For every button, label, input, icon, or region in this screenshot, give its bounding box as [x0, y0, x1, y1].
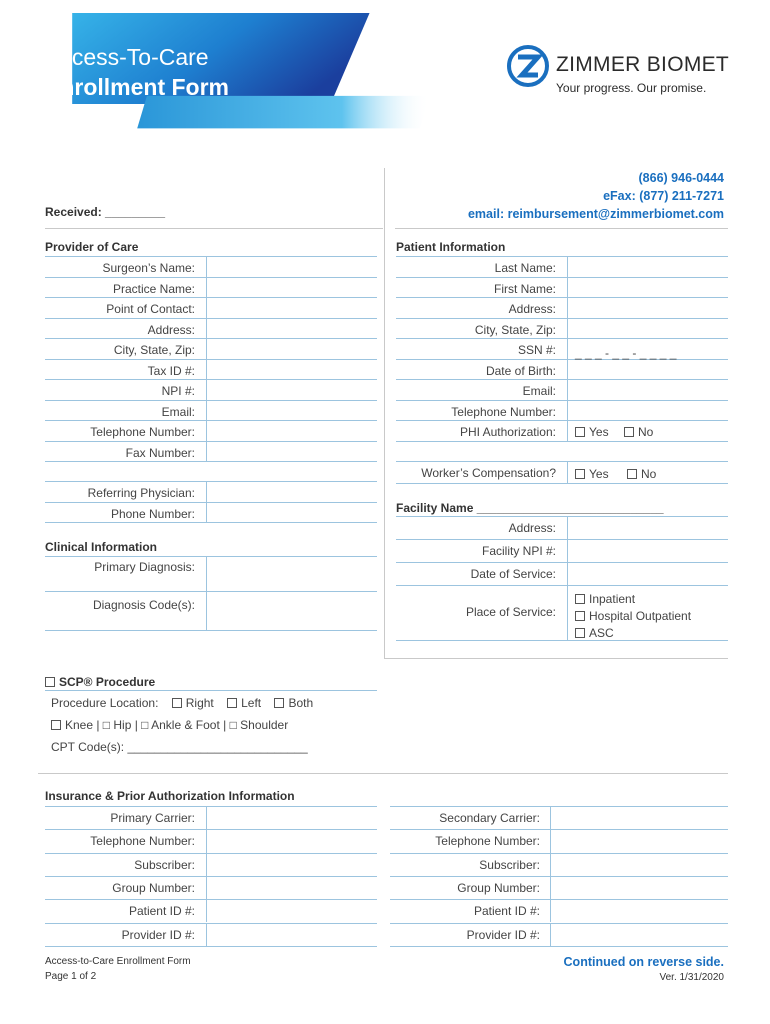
ssn-format: _ _ _ - _ _ - _ _ _ _: [575, 346, 677, 360]
secondary-insurance-input[interactable]: [551, 924, 728, 945]
footer-page: Page 1 of 2: [45, 971, 97, 982]
right-checkbox[interactable]: Right: [172, 696, 214, 710]
primary-insurance-label: Subscriber:: [134, 857, 195, 872]
divider: [395, 228, 728, 229]
primary-insurance-input[interactable]: [207, 900, 377, 921]
primary-insurance-label: Patient ID #:: [128, 904, 195, 919]
primary-insurance-label: Primary Carrier:: [110, 811, 195, 825]
facility-field-input[interactable]: [568, 563, 728, 584]
patient-field-label: First Name:: [493, 281, 556, 296]
hospital-outpatient-checkbox[interactable]: Hospital Outpatient: [575, 608, 691, 625]
rule: [45, 690, 377, 691]
patient-field-label: Date of Birth:: [485, 363, 556, 378]
patient-field-input[interactable]: [568, 360, 728, 379]
rule: [396, 441, 728, 442]
phi-no-checkbox[interactable]: No: [624, 425, 653, 439]
rule: [45, 461, 377, 462]
primary-insurance-label: Telephone Number:: [90, 834, 195, 849]
primary-diagnosis-input[interactable]: [207, 558, 377, 590]
zimmer-biomet-logo-icon: [507, 45, 549, 87]
form-title-line1: Access-To-Care: [45, 44, 209, 70]
divider: [384, 658, 728, 659]
referring-field-label: Referring Physician:: [87, 486, 195, 500]
rule: [396, 483, 728, 484]
contact-phone: (866) 946-0444: [638, 171, 724, 185]
patient-field-input[interactable]: [568, 257, 728, 276]
workers-comp-label: Worker’s Compensation?: [421, 466, 556, 480]
field-divider: [567, 585, 568, 640]
column-divider: [384, 168, 385, 658]
facility-field-label: Place of Service:: [465, 604, 556, 619]
rule: [45, 556, 377, 557]
secondary-insurance-input[interactable]: [551, 877, 728, 898]
secondary-insurance-label: Subscriber:: [479, 857, 540, 872]
secondary-insurance-input[interactable]: [551, 854, 728, 875]
facility-field-input[interactable]: [568, 517, 728, 538]
primary-insurance-label: Group Number:: [112, 880, 195, 895]
patient-field-input[interactable]: [568, 278, 728, 297]
provider-field-input[interactable]: [207, 319, 377, 338]
provider-field-input[interactable]: [207, 360, 377, 379]
provider-field-label: NPI #:: [161, 384, 195, 398]
facility-field-label: Address:: [508, 521, 556, 535]
patient-field-label: Email:: [522, 384, 556, 398]
workers-comp-yes-checkbox[interactable]: Yes: [575, 467, 609, 481]
secondary-insurance-label: Group Number:: [457, 880, 540, 895]
secondary-insurance-input[interactable]: [551, 830, 728, 851]
logo-text: ZIMMER BIOMET: [556, 53, 730, 76]
logo-tagline: Your progress. Our promise.: [556, 81, 707, 95]
provider-heading: Provider of Care: [45, 240, 139, 254]
provider-field-label: Fax Number:: [125, 445, 195, 460]
rule: [45, 946, 377, 947]
secondary-insurance-label: Patient ID #:: [473, 904, 540, 919]
provider-field-label: Email:: [161, 404, 195, 419]
facility-name-field[interactable]: Facility Name ____________________________: [396, 501, 664, 515]
secondary-insurance-input[interactable]: [551, 807, 728, 828]
diagnosis-codes-label: Diagnosis Code(s):: [92, 598, 195, 612]
contact-email: email: reimbursement@zimmerbiomet.com: [467, 207, 724, 221]
left-checkbox[interactable]: Left: [227, 696, 261, 710]
workers-comp-no-checkbox[interactable]: No: [627, 467, 656, 481]
facility-field-label: Date of Service:: [470, 567, 556, 581]
place-of-service-options: [575, 591, 691, 642]
footer-form-name: Access-to-Care Enrollment Form: [45, 956, 191, 967]
rule: [45, 522, 377, 523]
phi-yes-checkbox[interactable]: Yes: [575, 425, 609, 439]
secondary-insurance-label: Provider ID #:: [466, 927, 540, 942]
form-subtitle: Subchondroplasty® (SCP®) Procedure: [108, 129, 349, 144]
provider-field-label: Point of Contact:: [106, 302, 195, 316]
primary-insurance-input[interactable]: [207, 924, 377, 945]
divider: [38, 773, 728, 774]
provider-field-label: Telephone Number:: [90, 425, 195, 439]
patient-field-label: Telephone Number:: [451, 404, 556, 419]
field-divider: [567, 462, 568, 483]
facility-field-input[interactable]: [568, 540, 728, 561]
divider: [45, 228, 383, 229]
insurance-heading: Insurance & Prior Authorization Information: [45, 789, 295, 803]
patient-field-label: SSN #:: [517, 343, 556, 357]
patient-field-label: Address:: [508, 302, 556, 316]
provider-field-label: Surgeon’s Name:: [102, 261, 195, 275]
primary-diagnosis-label: Primary Diagnosis:: [94, 560, 195, 574]
rule: [45, 591, 377, 592]
clinical-heading: Clinical Information: [45, 540, 158, 554]
patient-field-input[interactable]: [568, 319, 728, 338]
primary-insurance-label: Provider ID #:: [121, 927, 195, 942]
continued-note: Continued on reverse side.: [563, 955, 724, 969]
patient-field-input[interactable]: [568, 380, 728, 399]
asc-checkbox[interactable]: ASC: [575, 625, 691, 642]
provider-field-label: Address:: [147, 322, 195, 337]
primary-insurance-input[interactable]: [207, 854, 377, 875]
patient-field-input[interactable]: [568, 401, 728, 420]
referring-field-label: Phone Number:: [110, 506, 195, 521]
received-field[interactable]: Received: _________: [45, 205, 166, 219]
provider-field-input[interactable]: [207, 339, 377, 358]
provider-field-input[interactable]: [207, 401, 377, 420]
provider-field-input[interactable]: [207, 257, 377, 276]
provider-field-input[interactable]: [207, 278, 377, 297]
provider-field-input[interactable]: [207, 380, 377, 399]
primary-insurance-input[interactable]: [207, 877, 377, 898]
provider-field-label: City, State, Zip:: [113, 343, 195, 357]
provider-field-input[interactable]: [207, 298, 377, 317]
rule: [396, 461, 728, 462]
patient-heading: Patient Information: [396, 240, 506, 254]
rule: [390, 946, 728, 947]
provider-field-input[interactable]: [207, 442, 377, 461]
procedure-location-row: [51, 696, 313, 710]
secondary-insurance-label: Secondary Carrier:: [439, 811, 540, 825]
primary-insurance-input[interactable]: [207, 830, 377, 851]
version: Ver. 1/31/2020: [659, 972, 724, 983]
provider-field-input[interactable]: [207, 421, 377, 440]
both-checkbox[interactable]: Both: [274, 696, 313, 710]
referring-field-input[interactable]: [207, 503, 377, 522]
joint-checkboxes[interactable]: Knee | □ Hip | □ Ankle & Foot | □ Shoulder: [51, 718, 288, 732]
provider-field-label: Tax ID #:: [147, 363, 195, 378]
facility-field-label: Facility NPI #:: [481, 544, 556, 558]
patient-field-label: Last Name:: [494, 261, 556, 275]
primary-insurance-input[interactable]: [207, 807, 377, 828]
rule: [396, 585, 728, 586]
patient-field-label: City, State, Zip:: [474, 322, 556, 337]
secondary-insurance-input[interactable]: [551, 900, 728, 921]
patient-field-input[interactable]: [568, 298, 728, 317]
secondary-insurance-label: Telephone Number:: [435, 834, 540, 849]
rule: [45, 630, 377, 631]
provider-field-label: Practice Name:: [112, 281, 195, 296]
form-title-line2: Enrollment Form: [45, 74, 230, 100]
inpatient-checkbox[interactable]: Inpatient: [575, 591, 691, 608]
diagnosis-codes-input[interactable]: [207, 593, 377, 629]
contact-efax: eFax: (877) 211-7271: [603, 189, 724, 203]
cpt-codes-field[interactable]: CPT Code(s): ___________________________: [51, 740, 308, 754]
procedure-location-label: Procedure Location:: [51, 696, 159, 710]
referring-field-input[interactable]: [207, 482, 377, 501]
patient-field-label: PHI Authorization:: [459, 425, 556, 439]
scp-procedure-checkbox[interactable]: SCP® Procedure: [45, 675, 155, 689]
